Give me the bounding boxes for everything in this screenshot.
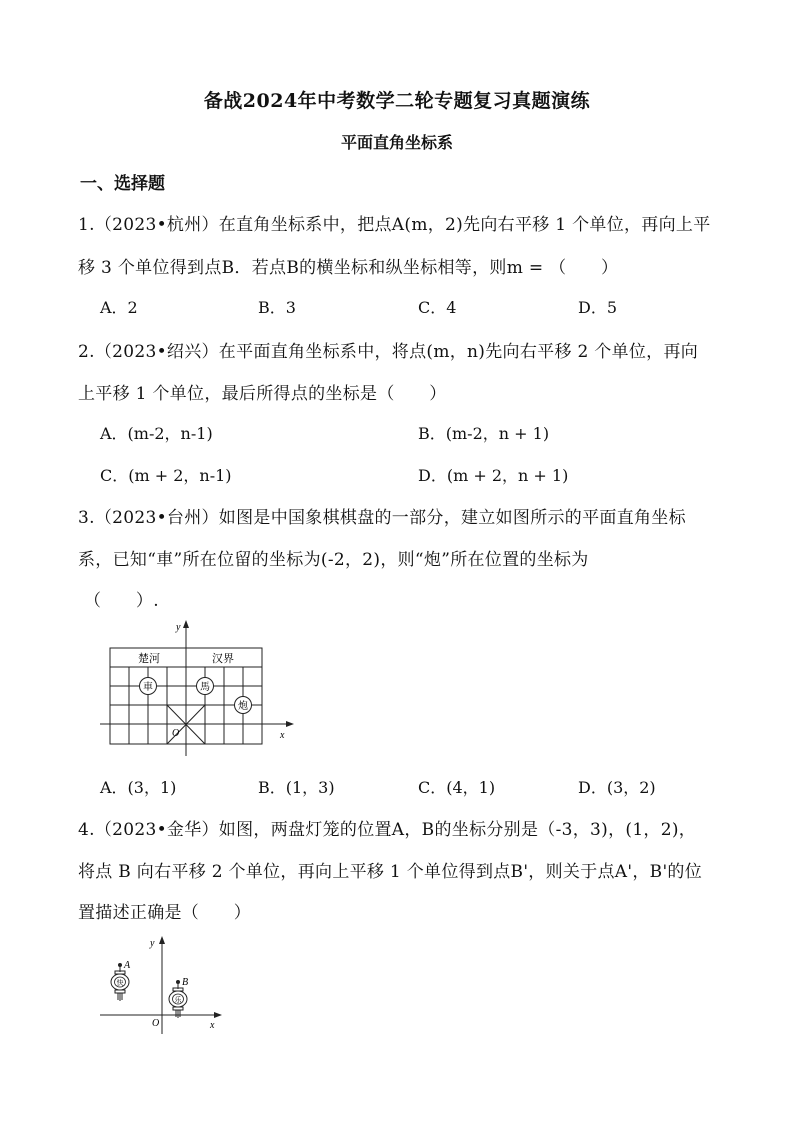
question-2-line-2: 上平移 1 个单位，最后所得点的坐标是（ ） (78, 384, 447, 404)
question-3-option-c: C．(4，1) (418, 778, 496, 797)
question-1-option-b: B．3 (258, 298, 296, 317)
y-axis-label: y (176, 622, 181, 633)
origin-label: O (172, 728, 180, 739)
question-3-line-2: 系，已知“車”所在位留的坐标为(-2，2)，则“炮”所在位置的坐标为 (78, 550, 589, 570)
x-axis-label: x (210, 1020, 215, 1031)
piece-pao-label: 炮 (238, 701, 248, 712)
question-3-line-1: 3.（2023•台州）如图是中国象棋棋盘的一部分，建立如图所示的平面直角坐标 (78, 508, 686, 528)
question-2-option-b: B．(m-2，n + 1) (418, 424, 550, 443)
piece-che (140, 678, 157, 695)
page-subtitle: 平面直角坐标系 (340, 133, 453, 152)
piece-ma (197, 678, 214, 695)
lantern-b-text: 乐 (174, 996, 182, 1004)
question-2-option-a: A．(m-2，n-1) (100, 424, 213, 443)
question-1-line-1: 1.（2023•杭州）在直角坐标系中，把点A(m，2)先向右平移 1 个单位，再向上平 (78, 215, 711, 235)
x-axis-label: x (280, 730, 285, 741)
y-axis-arrow-icon (183, 620, 189, 628)
x-axis-arrow-icon (286, 721, 294, 727)
question-3-option-b: B．(1，3) (258, 778, 335, 797)
lantern-a-label: A (124, 960, 131, 971)
question-1-option-d: D．5 (578, 298, 618, 317)
y-axis-arrow-icon (159, 936, 165, 944)
question-3-line-3: （ ）. (84, 591, 159, 611)
river-label-right: 汉界 (212, 652, 234, 665)
question-4-line-3: 置描述正确是（ ） (78, 903, 251, 923)
y-axis-label: y (150, 938, 155, 949)
question-3-option-d: D．(3，2) (578, 778, 656, 797)
x-axis-arrow-icon (214, 1012, 222, 1018)
piece-che-label: 車 (143, 682, 153, 693)
lantern-a-text: 快 (116, 979, 124, 987)
question-4-line-2: 将点 B 向右平移 2 个单位，再向上平移 1 个单位得到点B'，则关于点A'，B'的位 (78, 862, 703, 882)
question-2-option-d: D．(m + 2，n + 1) (418, 466, 569, 485)
lantern-b-label: B (182, 977, 189, 988)
question-1-option-a: A．2 (100, 298, 138, 317)
river-label-left: 楚河 (138, 652, 160, 665)
chess-board-figure (98, 618, 298, 760)
question-1-option-c: C．4 (418, 298, 457, 317)
question-1-line-2: 移 3 个单位得到点B．若点B的横坐标和纵坐标相等，则m = （ ） (78, 258, 619, 278)
origin-label: O (152, 1018, 160, 1029)
question-3-option-a: A．(3，1) (100, 778, 177, 797)
page-title: 备战2024年中考数学二轮专题复习真题演练 (203, 90, 591, 112)
question-2-option-c: C．(m + 2，n-1) (100, 466, 232, 485)
question-4-line-1: 4.（2023•金华）如图，两盘灯笼的位置A，B的坐标分别是（-3，3)，(1，2)， (78, 820, 697, 840)
section-heading: 一、选择题 (80, 174, 165, 194)
piece-pao (235, 697, 252, 714)
lantern-figure (96, 932, 226, 1036)
question-2-line-1: 2.（2023•绍兴）在平面直角坐标系中，将点(m，n)先向右平移 2 个单位，再向 (78, 342, 699, 362)
piece-ma-label: 馬 (200, 682, 210, 693)
